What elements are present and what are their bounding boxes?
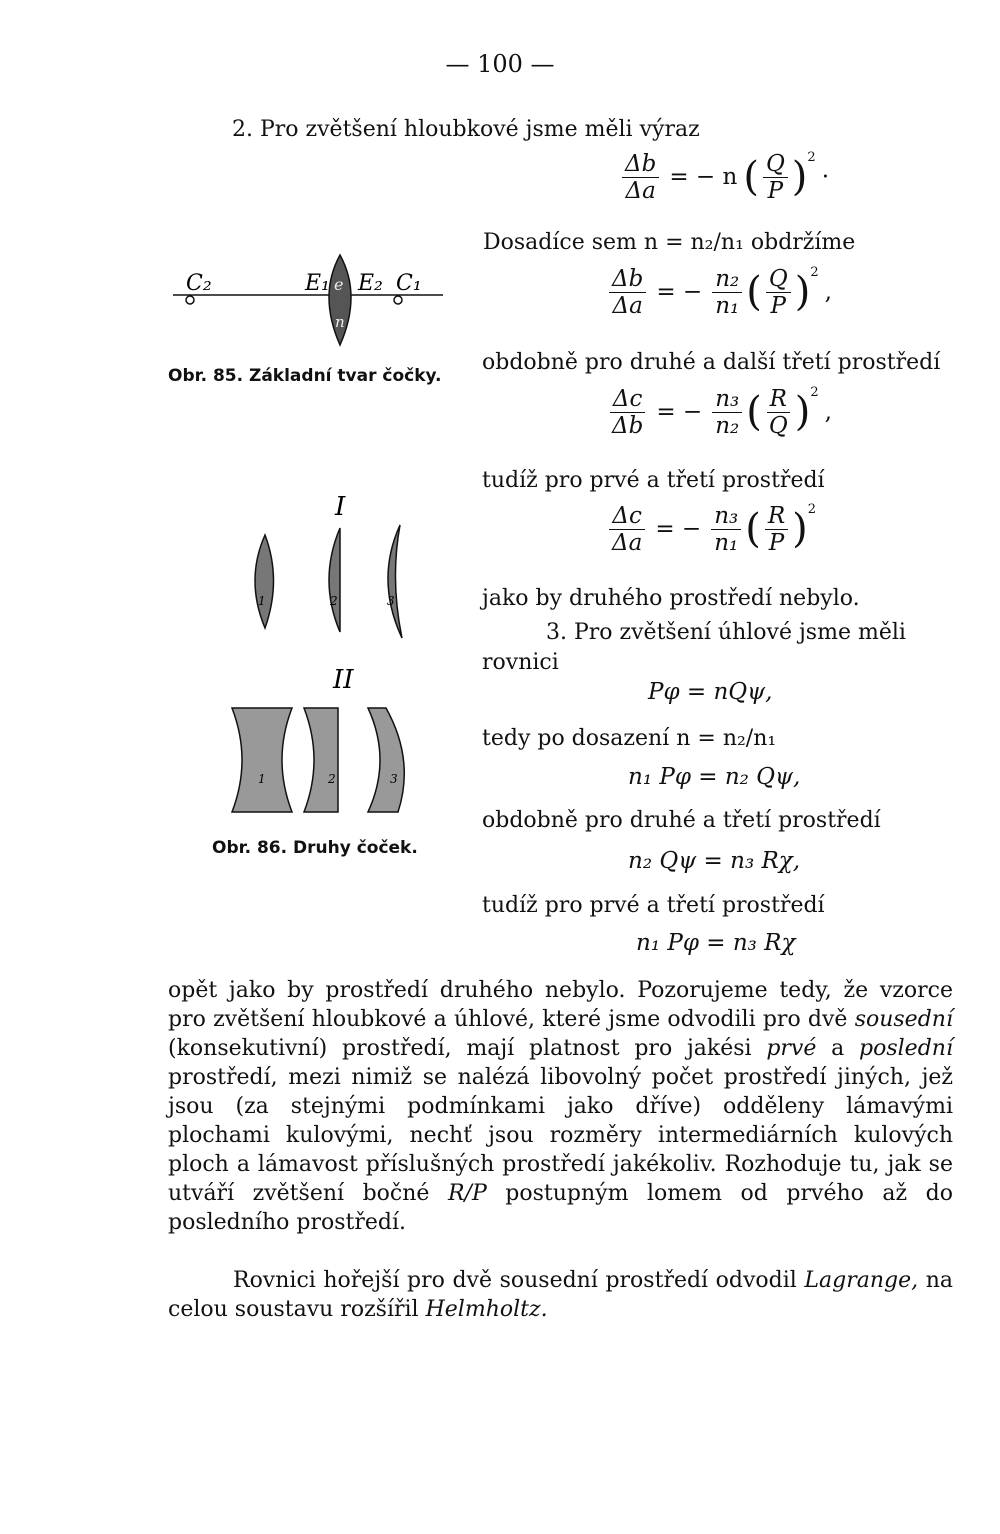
- lens-number-2b: 2: [328, 772, 336, 786]
- thus-line: tudíž pro prvé a třetí prostředí: [482, 468, 825, 493]
- body-paragraph-1: opět jako by prostředí druhého nebylo. Pozorujeme tedy, že vzorce pro zvětšení hloubkové a úhlové, které jsme odvodili pro dvě sousední (konsekutivní) prostředí, mají platnost pro jakési prvé a poslední prostředí, mezi nimiž se nalézá libovolný počet prostředí jiných, jež jsou (za stejnými podmínkami jako dříve) odděleny lámavými plochami kulovými, nechť jsou rozměry intermediárních kulových ploch a lámavost příslušných prostředí jakékoliv. Rozhoduje tu, jak se utváří zvětšení bočné R/P postupným lomem od prvého až do posledního prostředí.: [168, 978, 953, 1235]
- equation-angular: Pφ = nQψ,: [648, 679, 773, 705]
- label-c2: C₂: [186, 271, 212, 296]
- section3-intro: 3. Pro zvětšení úhlové jsme měli: [546, 620, 906, 645]
- equation-n2-n3: n₂ Qψ = n₃ Rχ,: [628, 848, 801, 874]
- section3-analog: obdobně pro druhé a třetí prostředí: [482, 808, 881, 833]
- equation-n1-n3: n₁ Pφ = n₃ Rχ: [636, 930, 796, 956]
- equation-b-over-a: $\frac{\Delta b}{\Delta a}$ = − $\frac{\text{n₂}}{\text{n₁}}$ ( $\frac{Q}{P}$ )$^2$,: [605, 265, 838, 319]
- analog-line: obdobně pro druhé a další třetí prostředí: [482, 350, 941, 375]
- group-label-i: I: [335, 492, 346, 522]
- lens-biconcave: [232, 708, 292, 812]
- section3-intro-cont: rovnici: [482, 650, 559, 675]
- lens-planoconcave: [304, 708, 338, 812]
- label-e: e: [334, 275, 344, 294]
- lens-planoconvex: [329, 528, 340, 632]
- lens-number-1b: 1: [258, 772, 266, 786]
- label-c1: C₁: [396, 271, 422, 296]
- equation-n1-n2: n₁ Pφ = n₂ Qψ,: [628, 764, 801, 790]
- page-number: — 100 —: [445, 50, 555, 78]
- label-n: n: [335, 313, 345, 331]
- figure-86-lens-types: [220, 480, 430, 820]
- center-c1-marker: [394, 296, 402, 304]
- figure-86-caption: Obr. 86. Druhy čoček.: [212, 838, 418, 858]
- lens-meniscus-convex: [388, 525, 402, 638]
- lens-biconvex: [255, 535, 274, 628]
- section2-intro: 2. Pro zvětšení hloubkové jsme měli výraz: [232, 117, 700, 142]
- equation-c-over-b: $\frac{\Delta c}{\Delta b}$ = − $\frac{\text{n₃}}{\text{n₂}}$ ( $\frac{R}{Q}$ )$^2$,: [605, 385, 838, 439]
- lens-shape: [329, 255, 351, 345]
- label-e2: E₂: [358, 271, 383, 296]
- label-e1: E₁: [305, 271, 330, 296]
- lens-number-2: 2: [330, 594, 338, 608]
- equation-c-over-a: $\frac{\Delta c}{\Delta a}$ = − $\frac{\text{n₃}}{\text{n₁}}$ ( $\frac{R}{P}$ )$^2$: [605, 502, 816, 556]
- group-label-ii: II: [333, 665, 354, 695]
- lens-number-3b: 3: [390, 772, 398, 786]
- section3-substitution: tedy po dosazení n = n₂/n₁: [482, 726, 777, 751]
- section3-thus: tudíž pro prvé a třetí prostředí: [482, 893, 825, 918]
- figure-85-caption: Obr. 85. Základní tvar čočky.: [168, 366, 442, 386]
- substitution-line: Dosadíce sem n = n₂/n₁ obdržíme: [483, 230, 856, 255]
- lens-number-1: 1: [258, 594, 266, 608]
- as-if-line: jako by druhého prostředí nebylo.: [482, 586, 860, 611]
- center-c2-marker: [186, 296, 194, 304]
- lens-meniscus-concave: [368, 708, 404, 812]
- equation-depth-magnification: $\frac{\Delta b}{\Delta a}$ = − n ( $\frac{Q}{P}$ )$^2$·: [618, 150, 835, 204]
- body-paragraph-2: Rovnici hořejší pro dvě sousední prostředí odvodil Lagrange, na celou soustavu rozšířil Helmholtz.: [168, 1268, 953, 1322]
- lens-number-3: 3: [387, 594, 395, 608]
- figure-85-lens-diagram: [168, 245, 458, 355]
